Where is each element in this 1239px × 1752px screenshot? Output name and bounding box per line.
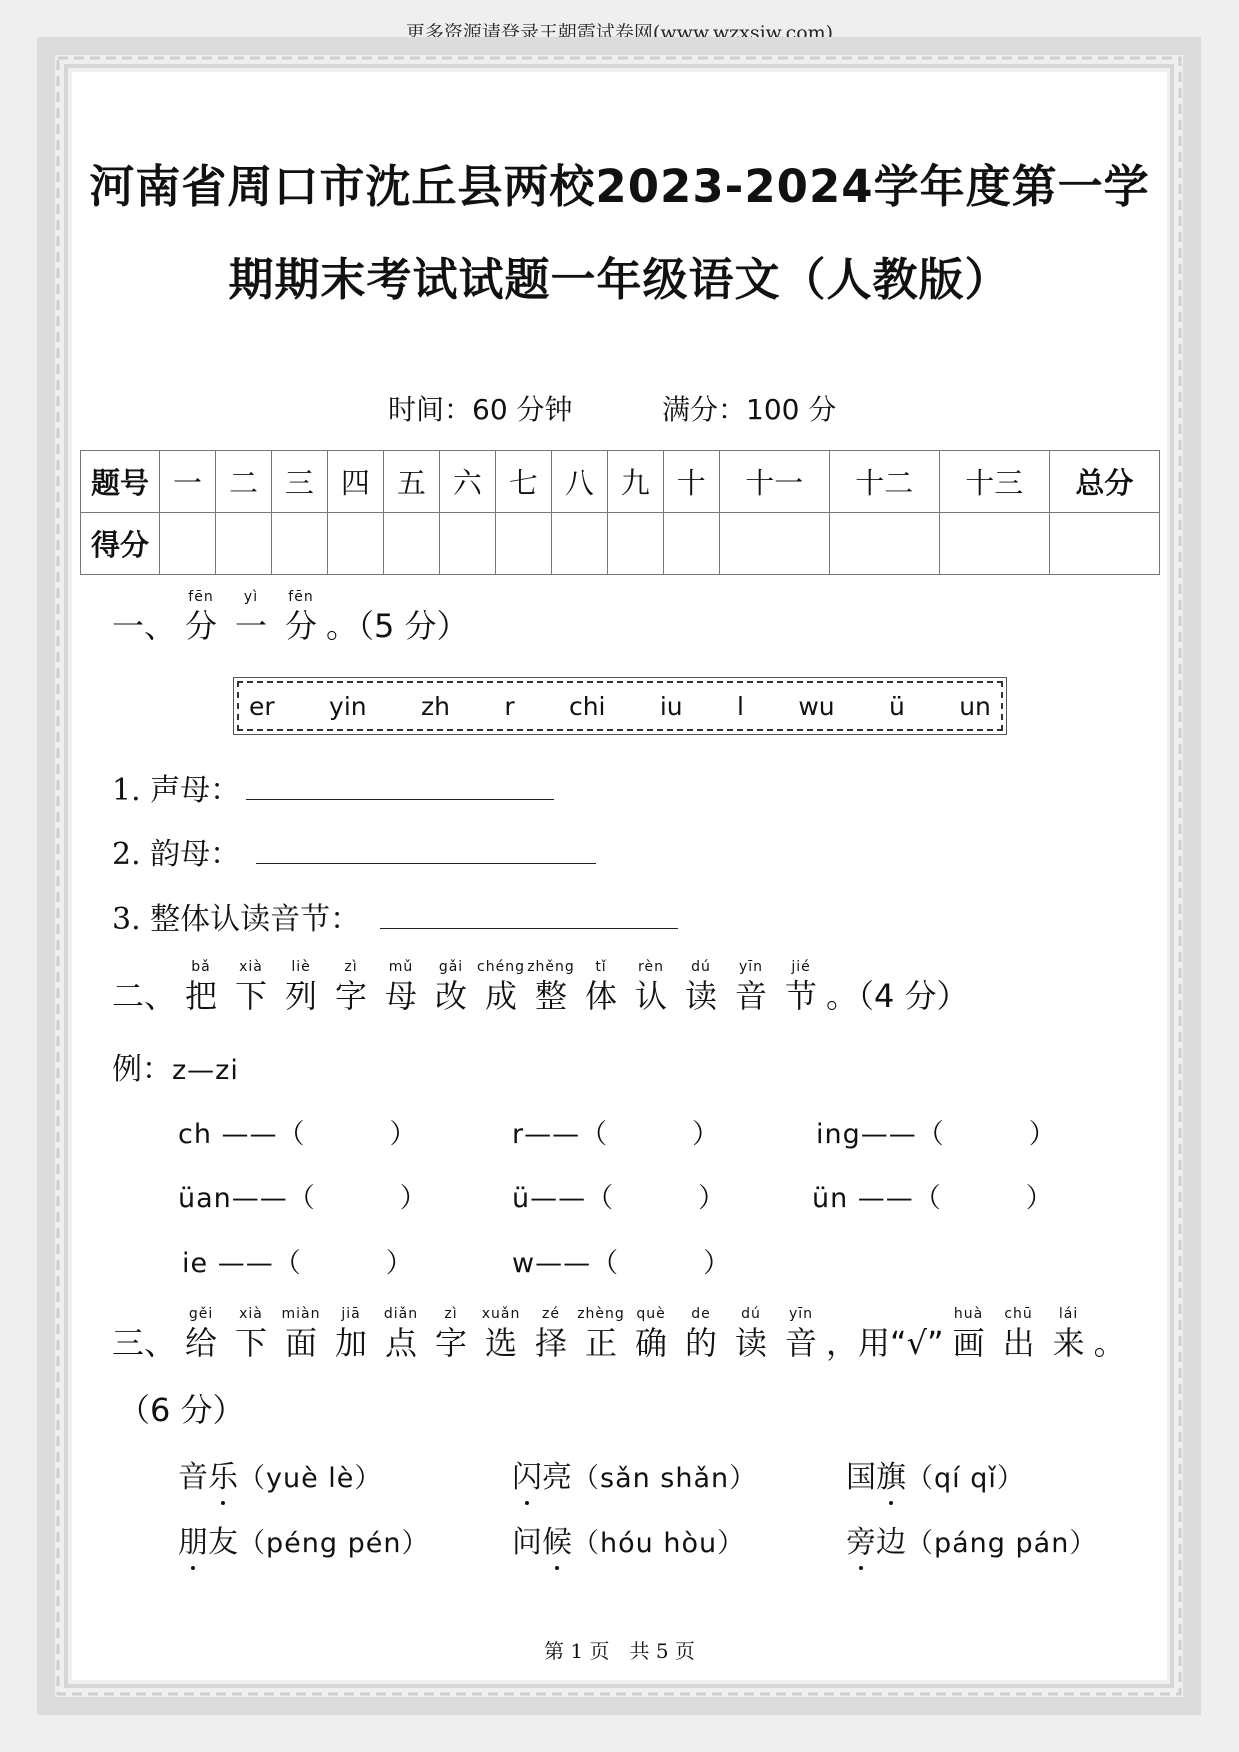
- pinyin-item: un: [959, 691, 991, 721]
- table-col: 十: [663, 451, 719, 513]
- paper: [72, 72, 1167, 1680]
- ruby-char: jiā 加: [335, 1306, 368, 1362]
- table-col: 十三: [939, 451, 1049, 513]
- word-choice[interactable]: 问候（hóu hòu）: [512, 1525, 746, 1560]
- dotted-char: 旗: [876, 1460, 906, 1495]
- reading-options[interactable]: （yuè lè）: [238, 1463, 383, 1494]
- score-cell[interactable]: [939, 513, 1049, 575]
- ruby-char: chéng 成: [477, 959, 525, 1015]
- q1-answer-line[interactable]: [246, 798, 554, 800]
- ruby-char: yīn 音: [785, 1306, 818, 1362]
- example-text: z—zi: [172, 1055, 239, 1086]
- ruby-char: rèn 认: [635, 959, 668, 1015]
- table-col: 总分: [1049, 451, 1159, 513]
- section1-heading: [112, 588, 469, 646]
- ruby-char: jié 节: [785, 959, 818, 1015]
- reading-options[interactable]: （páng pán）: [906, 1528, 1098, 1559]
- score-cell[interactable]: [495, 513, 551, 575]
- s2-item[interactable]: ün ——（ ）: [812, 1183, 1054, 1214]
- section3-end: 。: [1093, 1324, 1126, 1362]
- score-cell[interactable]: [719, 513, 829, 575]
- pinyin-item: wu: [798, 691, 835, 721]
- site-header: 更多资源请登录王朝霞试卷网(www.wzxsjw.com): [405, 22, 834, 44]
- title-line1: 河南省周口市沈丘县两校2023-2024学年度第一学: [89, 160, 1150, 213]
- score-cell[interactable]: [215, 513, 271, 575]
- pinyin-item: r: [504, 691, 515, 721]
- ruby-char: fēn 分: [185, 589, 218, 645]
- score-table-header-row: [81, 451, 1160, 513]
- reading-options[interactable]: （sǎn shǎn）: [572, 1463, 758, 1494]
- q1-initials-label: 1. 声母：: [112, 773, 241, 808]
- score-cell[interactable]: [829, 513, 939, 575]
- ruby-char: dú 读: [735, 1306, 768, 1362]
- section3-score: （6 分）: [118, 1391, 245, 1429]
- ruby-char: yīn 音: [735, 959, 768, 1015]
- pinyin-item: l: [737, 691, 744, 721]
- section3-mid: ，用“√”: [826, 1324, 944, 1362]
- reading-options[interactable]: （péng pén）: [238, 1528, 430, 1559]
- score-cell[interactable]: [383, 513, 439, 575]
- table-col: 二: [215, 451, 271, 513]
- section2-heading: [112, 958, 969, 1016]
- ruby-char: xià 下: [235, 1306, 268, 1362]
- pinyin-box: [237, 681, 1003, 731]
- score-cell[interactable]: [439, 513, 495, 575]
- ruby-char: què 确: [635, 1306, 668, 1362]
- word-choice[interactable]: 旁边（páng pán）: [846, 1525, 1098, 1560]
- s2-item[interactable]: ie ——（ ）: [182, 1248, 414, 1279]
- pinyin-item: iu: [659, 691, 683, 721]
- table-col: 五: [383, 451, 439, 513]
- section2-score: 。（4 分）: [826, 977, 969, 1015]
- score-table: [80, 450, 1160, 575]
- s2-item[interactable]: ing——（ ）: [816, 1119, 1057, 1150]
- score-cell[interactable]: [1049, 513, 1159, 575]
- ruby-char: bǎ 把: [185, 959, 218, 1015]
- score-cell[interactable]: [271, 513, 327, 575]
- ruby-char: liè 列: [285, 959, 318, 1015]
- q2-answer-line[interactable]: [256, 862, 596, 864]
- score-table-score-row: [81, 513, 1160, 575]
- pinyin-item: yin: [329, 691, 367, 721]
- word-choice[interactable]: 闪亮（sǎn shǎn）: [512, 1460, 758, 1495]
- table-label-score: 得分: [81, 513, 160, 575]
- s2-item[interactable]: w——（ ）: [512, 1248, 732, 1279]
- pinyin-item: zh: [420, 691, 450, 721]
- table-col: 四: [327, 451, 383, 513]
- dotted-char: 候: [542, 1525, 572, 1560]
- s2-item[interactable]: ch ——（ ）: [178, 1119, 418, 1150]
- word-choice[interactable]: 国旗（qí qǐ）: [846, 1460, 1025, 1495]
- word-choice[interactable]: 朋友（péng pén）: [178, 1525, 430, 1560]
- score-cell[interactable]: [551, 513, 607, 575]
- ruby-char: yì 一: [235, 589, 268, 645]
- pinyin-item: ü: [888, 691, 905, 721]
- ruby-char: huà 画: [952, 1306, 985, 1362]
- example-label: 例：: [112, 1052, 172, 1087]
- ruby-char: gěi 给: [185, 1306, 218, 1362]
- ruby-char: lái 来: [1052, 1306, 1085, 1362]
- pinyin-item: er: [249, 691, 275, 721]
- ruby-char: fēn 分: [285, 589, 318, 645]
- q2-finals-label: 2. 韵母：: [112, 837, 241, 872]
- table-label-number: 题号: [81, 451, 160, 513]
- score-cell[interactable]: [663, 513, 719, 575]
- s2-item[interactable]: ü——（ ）: [512, 1183, 727, 1214]
- ruby-char: zì 字: [335, 959, 368, 1015]
- table-col: 十一: [719, 451, 829, 513]
- table-col: 九: [607, 451, 663, 513]
- ruby-char: miàn 面: [281, 1306, 321, 1362]
- ruby-char: diǎn 点: [383, 1306, 419, 1362]
- table-col: 七: [495, 451, 551, 513]
- ruby-char: xià 下: [235, 959, 268, 1015]
- section1-score: 。（5 分）: [326, 607, 469, 645]
- score-cell[interactable]: [607, 513, 663, 575]
- reading-options[interactable]: （hóu hòu）: [572, 1528, 746, 1559]
- ruby-char: mǔ 母: [385, 959, 418, 1015]
- full-score: 满分：100 分: [662, 393, 837, 426]
- dotted-char: 乐: [208, 1460, 238, 1495]
- pinyin-item: chi: [568, 691, 606, 721]
- q3-answer-line[interactable]: [380, 927, 678, 929]
- section3-num: 三、: [112, 1324, 177, 1362]
- exam-time: 时间：60 分钟: [388, 393, 573, 426]
- section1-num: 一、: [112, 607, 177, 645]
- table-col: 十二: [829, 451, 939, 513]
- score-cell[interactable]: [160, 513, 216, 575]
- ruby-char: zhèng 正: [577, 1306, 625, 1362]
- title-line2: 期期末考试试题一年级语文（人教版）: [228, 253, 1011, 306]
- table-col: 六: [439, 451, 495, 513]
- s2-item[interactable]: üan——（ ）: [178, 1183, 428, 1214]
- page-number: 第 1 页 共 5 页: [544, 1639, 695, 1663]
- ruby-char: zì 字: [435, 1306, 468, 1362]
- section3-heading: [112, 1305, 1126, 1363]
- dotted-char: 旁: [846, 1525, 876, 1560]
- q3-syllables-label: 3. 整体认读音节：: [112, 902, 361, 937]
- ruby-char: chū 出: [1002, 1306, 1035, 1362]
- dotted-char: 朋: [178, 1525, 208, 1560]
- table-col: 三: [271, 451, 327, 513]
- ruby-char: de 的: [685, 1306, 718, 1362]
- table-col: 八: [551, 451, 607, 513]
- section2-num: 二、: [112, 977, 177, 1015]
- ruby-char: gǎi 改: [435, 959, 468, 1015]
- dotted-char: 闪: [512, 1460, 542, 1495]
- ruby-char: xuǎn 选: [481, 1306, 521, 1362]
- ruby-char: zé 择: [535, 1306, 568, 1362]
- score-cell[interactable]: [327, 513, 383, 575]
- reading-options[interactable]: （qí qǐ）: [906, 1463, 1025, 1494]
- example-row: [112, 1044, 239, 1088]
- table-col: 一: [160, 451, 216, 513]
- ruby-char: tǐ 体: [585, 959, 618, 1015]
- word-choice[interactable]: 音乐（yuè lè）: [178, 1460, 383, 1495]
- ruby-char: dú 读: [685, 959, 718, 1015]
- ruby-char: zhěng 整: [527, 959, 575, 1015]
- s2-item[interactable]: r——（ ）: [512, 1119, 721, 1150]
